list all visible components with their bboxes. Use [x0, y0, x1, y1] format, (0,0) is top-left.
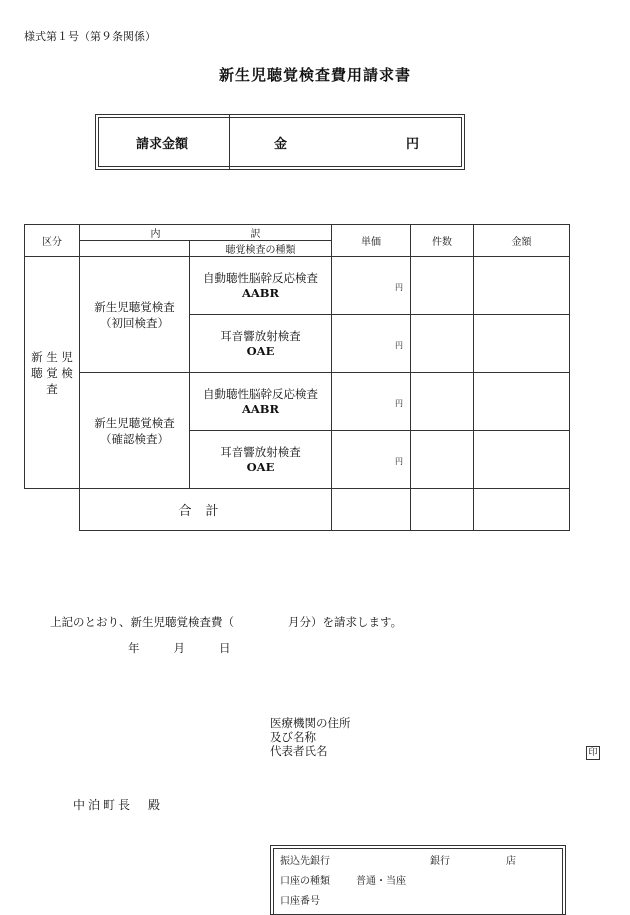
page-title: 新生児聴覚検査費用請求書 — [218, 66, 411, 84]
address-label: 医療機関の住所 — [270, 716, 351, 730]
total-amount-cell[interactable] — [474, 489, 570, 531]
amount-box — [95, 114, 465, 170]
bank-dest-row: 振込先銀行 銀行 店 — [280, 856, 516, 867]
applicant-block — [270, 716, 351, 758]
recipient: 中泊町長 殿 — [73, 798, 164, 812]
name-label: 及び名称 — [270, 730, 316, 744]
amount-cell[interactable] — [474, 373, 570, 431]
total-label: 合計 — [80, 489, 332, 531]
unit-price-cell[interactable]: 円 — [332, 257, 411, 315]
category-cell: 新 生 児 聴 覚 検 査 — [25, 257, 80, 489]
count-cell[interactable] — [411, 315, 474, 373]
header-category: 区分 — [25, 225, 80, 257]
count-cell[interactable] — [411, 431, 474, 489]
group-initial-name: 新生児聴覚検査 （初回検査） — [80, 257, 190, 373]
bank-box — [270, 845, 566, 915]
form-number: 様式第１号（第９条関係） — [24, 30, 156, 43]
amount-yen-label: 円 — [406, 137, 420, 152]
amount-cell[interactable] — [474, 315, 570, 373]
test-aabr-confirm: 自動聴性脳幹反応検査 AABR — [190, 373, 332, 431]
header-test-type: 聴覚検査の種類 — [190, 241, 332, 257]
header-amount: 金額 — [474, 225, 570, 257]
group-confirm-name: 新生児聴覚検査 （確認検査） — [80, 373, 190, 489]
test-oae-initial: 耳音響放射検査 OAE — [190, 315, 332, 373]
claim-date: 年 月 日 — [128, 641, 231, 655]
count-cell[interactable] — [411, 373, 474, 431]
unit-price-cell[interactable]: 円 — [332, 373, 411, 431]
header-count: 件数 — [411, 225, 474, 257]
account-no-row: 口座番号 — [280, 896, 320, 907]
unit-price-cell[interactable]: 円 — [332, 431, 411, 489]
claim-statement: 上記のとおり、新生児聴覚検査費（ 月分）を請求します。 — [50, 615, 403, 629]
amount-cell[interactable] — [474, 431, 570, 489]
seal-mark: 印 — [586, 746, 600, 760]
header-unit-price: 単価 — [332, 225, 411, 257]
total-unit-price-cell[interactable] — [332, 489, 411, 531]
amount-cell[interactable] — [474, 257, 570, 315]
rep-name-label: 代表者氏名 — [270, 744, 328, 758]
header-breakdown: 内 訳 — [80, 225, 332, 241]
unit-price-cell[interactable]: 円 — [332, 315, 411, 373]
amount-kin-label: 金 — [274, 137, 288, 152]
account-type-row: 口座の種類 普通・当座 — [280, 876, 406, 887]
test-aabr-initial: 自動聴性脳幹反応検査 AABR — [190, 257, 332, 315]
breakdown-table — [24, 224, 570, 531]
amount-label: 請求金額 — [136, 137, 189, 152]
count-cell[interactable] — [411, 257, 474, 315]
total-count-cell[interactable] — [411, 489, 474, 531]
test-oae-confirm: 耳音響放射検査 OAE — [190, 431, 332, 489]
